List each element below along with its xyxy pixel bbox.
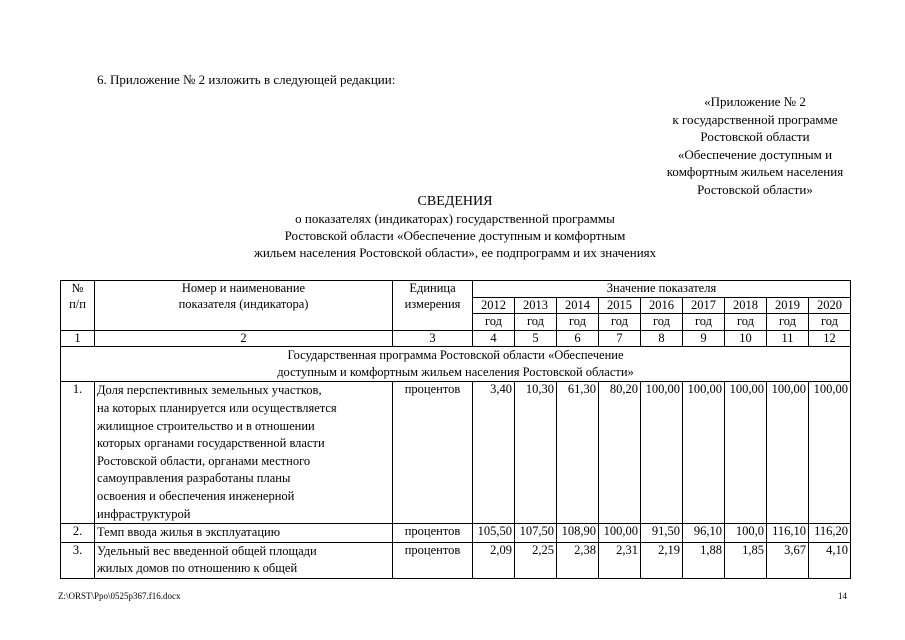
document-heading — [200, 193, 710, 261]
column-number: 8 — [641, 330, 683, 347]
header-year-2017: 2017 — [683, 297, 725, 314]
value-cell: 1,85 — [725, 542, 767, 578]
header-year-suffix: год — [641, 314, 683, 331]
header-name: Номер и наименование показателя (индикатора) — [95, 281, 393, 331]
value-cell: 107,50 — [515, 524, 557, 543]
column-numbers-row — [61, 330, 851, 347]
indicator-name-line: освоения и обеспечения инженерной — [97, 488, 295, 503]
indicator-name-line: жилищное строительство и в отношении — [97, 418, 315, 433]
header-year-suffix: год — [515, 314, 557, 331]
header-year-suffix: год — [767, 314, 809, 331]
appendix-line: «Приложение № 2 — [704, 94, 806, 109]
header-year-suffix: год — [599, 314, 641, 331]
column-number: 5 — [515, 330, 557, 347]
value-cell: 2,19 — [641, 542, 683, 578]
header-value: Значение показателя — [473, 281, 851, 298]
indicator-name-line: Темп ввода жилья в эксплуатацию — [97, 525, 281, 540]
value-cell: 2,25 — [515, 542, 557, 578]
heading-title: СВЕДЕНИЯ — [417, 194, 493, 209]
indicator-name — [95, 382, 393, 524]
appendix-line: комфортным жильем населения — [666, 164, 844, 180]
header-year-suffix: год — [473, 314, 515, 331]
appendix-line: Ростовской области — [700, 129, 810, 145]
row-number: 3. — [61, 542, 95, 578]
header-year-2013: 2013 — [515, 297, 557, 314]
indicator-name-line: которых органами государственной власти — [97, 436, 325, 451]
indicator-name — [95, 542, 393, 578]
intro-text: 6. Приложение № 2 изложить в следующей редакции: — [97, 72, 396, 87]
value-cell: 10,30 — [515, 382, 557, 524]
file-path: Z:\ORST\Ppo\0525p367.f16.docx — [58, 591, 181, 601]
header-year-2018: 2018 — [725, 297, 767, 314]
value-cell: 105,50 — [473, 524, 515, 543]
unit-cell: процентов — [393, 524, 473, 543]
header-year-2020: 2020 — [809, 297, 851, 314]
header-year-2019: 2019 — [767, 297, 809, 314]
indicator-name-line: Ростовской области, органами местного — [97, 453, 311, 468]
indicators-table — [60, 280, 851, 579]
table-header-row — [61, 281, 851, 298]
value-cell: 1,88 — [683, 542, 725, 578]
heading-line: жильем населения Ростовской области», ее подпрограмм и их значениях — [253, 245, 657, 260]
table-row — [61, 524, 851, 543]
indicator-name-line: Удельный вес введенной общей площади — [97, 543, 317, 558]
appendix-line: «Обеспечение доступным и — [677, 146, 833, 162]
value-cell: 108,90 — [557, 524, 599, 543]
value-cell: 100,0 — [725, 524, 767, 543]
value-cell: 100,00 — [809, 382, 851, 524]
section-row — [61, 347, 851, 382]
unit-cell: процентов — [393, 542, 473, 578]
indicator-name-line: инфраструктурой — [97, 506, 191, 521]
value-cell: 2,09 — [473, 542, 515, 578]
column-number: 12 — [809, 330, 851, 347]
value-cell: 116,20 — [809, 524, 851, 543]
row-number: 1. — [61, 382, 95, 524]
value-cell: 2,38 — [557, 542, 599, 578]
value-cell: 4,10 — [809, 542, 851, 578]
value-cell: 80,20 — [599, 382, 641, 524]
header-year-2015: 2015 — [599, 297, 641, 314]
header-year-2016: 2016 — [641, 297, 683, 314]
value-cell: 100,00 — [683, 382, 725, 524]
value-cell: 3,40 — [473, 382, 515, 524]
header-unit: Единица измерения — [393, 281, 473, 331]
appendix-line: Ростовской области» — [697, 181, 813, 197]
value-cell: 100,00 — [725, 382, 767, 524]
column-number: 11 — [767, 330, 809, 347]
value-cell: 3,67 — [767, 542, 809, 578]
value-cell: 2,31 — [599, 542, 641, 578]
page-number: 14 — [838, 591, 847, 601]
column-number: 2 — [95, 330, 393, 347]
value-cell: 61,30 — [557, 382, 599, 524]
column-number: 3 — [393, 330, 473, 347]
column-number: 10 — [725, 330, 767, 347]
header-year-2012: 2012 — [473, 297, 515, 314]
header-year-suffix: год — [557, 314, 599, 331]
column-number: 4 — [473, 330, 515, 347]
heading-line: Ростовской области «Обеспечение доступным и комфортным — [284, 228, 626, 243]
indicator-name-line: самоуправления разработаны планы — [97, 471, 291, 486]
appendix-line: к государственной программе — [672, 111, 838, 127]
column-number: 7 — [599, 330, 641, 347]
indicator-name-line: Доля перспективных земельных участков, — [97, 383, 322, 398]
value-cell: 100,00 — [599, 524, 641, 543]
value-cell: 91,50 — [641, 524, 683, 543]
header-year-suffix: год — [809, 314, 851, 331]
column-number: 9 — [683, 330, 725, 347]
header-year-suffix: год — [683, 314, 725, 331]
indicator-name-line: жилых домов по отношению к общей — [97, 561, 298, 576]
header-year-suffix: год — [725, 314, 767, 331]
value-cell: 96,10 — [683, 524, 725, 543]
row-number: 2. — [61, 524, 95, 543]
value-cell: 100,00 — [767, 382, 809, 524]
column-number: 6 — [557, 330, 599, 347]
table-row — [61, 542, 851, 578]
value-cell: 116,10 — [767, 524, 809, 543]
indicator-name — [95, 524, 393, 543]
column-number: 1 — [61, 330, 95, 347]
indicator-name-line: на которых планируется или осуществляется — [97, 400, 337, 415]
table-row — [61, 382, 851, 524]
section-title: Государственная программа Ростовской области «Обеспечение доступным и комфортным жильем населения Ростовской области» — [61, 347, 851, 382]
appendix-caption — [630, 93, 880, 199]
header-year-2014: 2014 — [557, 297, 599, 314]
unit-cell: процентов — [393, 382, 473, 524]
header-num: № п/п — [61, 281, 95, 331]
heading-line: о показателях (индикаторах) государственной программы — [295, 211, 615, 226]
value-cell: 100,00 — [641, 382, 683, 524]
